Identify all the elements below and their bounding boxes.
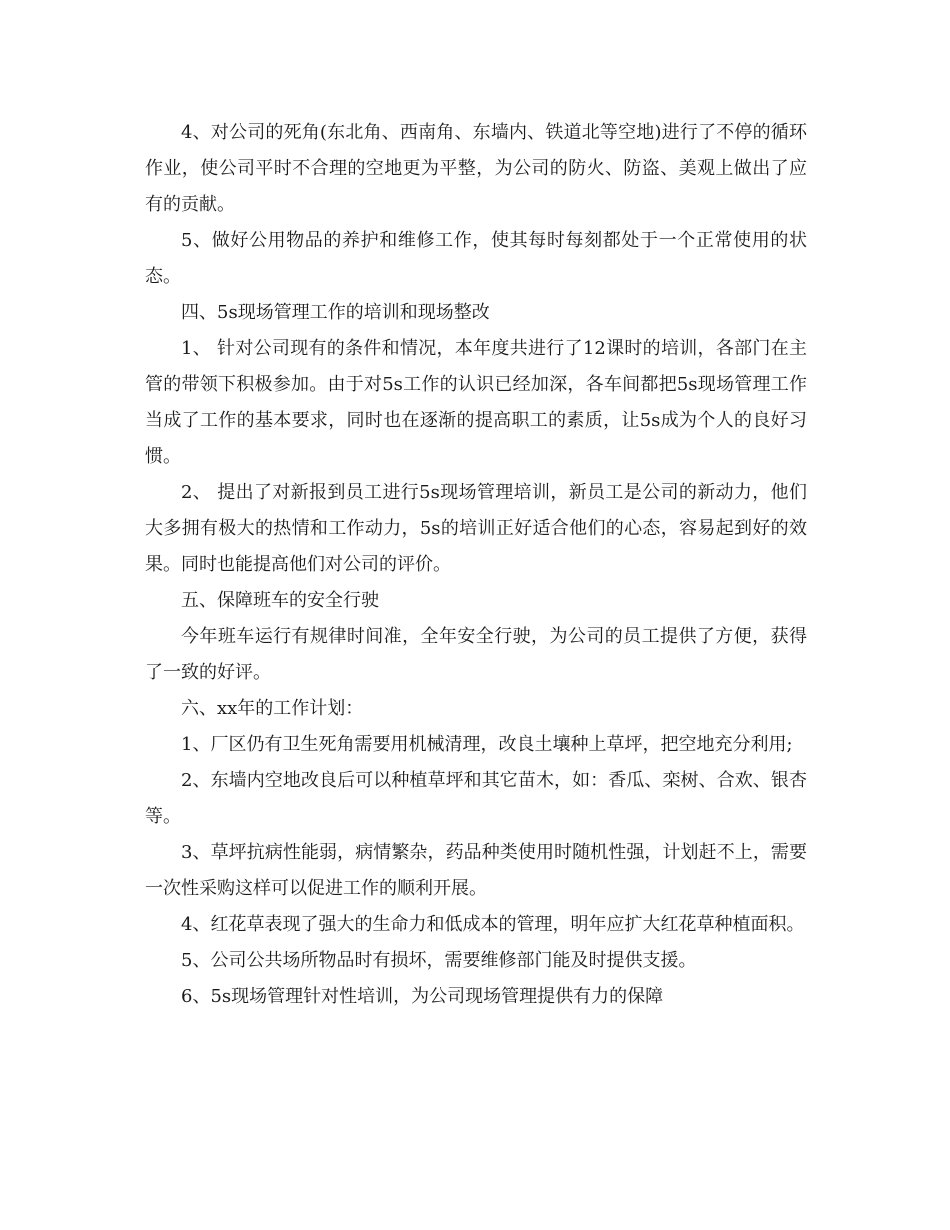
section-heading-4-training: 四、5s现场管理工作的培训和现场整改 bbox=[181, 302, 490, 323]
paragraph-training-2: 2、 提出了对新报到员工进行5s现场管理培训，新员工是公司的新动力，他们大多拥有极大的热情和工作动力，5s的培训正好适合他们的心态，容易起到好的效果。同时也能提高他们对公司的评价。 bbox=[145, 482, 807, 575]
plan-item-4: 4、红花草表现了强大的生命力和低成本的管理，明年应扩大红花草种植面积。 bbox=[181, 914, 805, 935]
plan-item-2: 2、东墙内空地改良后可以种植草坪和其它苗木，如：香瓜、栾树、合欢、银杏等。 bbox=[145, 770, 807, 827]
document-body bbox=[145, 115, 807, 1015]
section-heading-6-plan: 六、xx年的工作计划： bbox=[181, 698, 364, 719]
plan-item-3: 3、草坪抗病性能弱，病情繁杂，药品种类使用时随机性强，计划赶不上，需要一次性采购这样可以促进工作的顺利开展。 bbox=[145, 842, 807, 899]
paragraph-item-5-maintenance: 5、做好公用物品的养护和维修工作，使其每时每刻都处于一个正常使用的状态。 bbox=[145, 230, 807, 287]
paragraph-training-1: 1、 针对公司现有的条件和情况，本年度共进行了12课时的培训，各部门在主管的带领下积极参加。由于对5s工作的认识已经加深，各车间都把5s现场管理工作当成了工作的基本要求，同时也在逐渐的提高职工的素质，让5s成为个人的良好习惯。 bbox=[145, 338, 807, 467]
paragraph-item-4-deadzones: 4、对公司的死角(东北角、西南角、东墙内、铁道北等空地)进行了不停的循环作业，使公司平时不合理的空地更为平整，为公司的防火、防盗、美观上做出了应有的贡献。 bbox=[145, 122, 807, 215]
section-heading-5-shuttle: 五、保障班车的安全行驶 bbox=[181, 590, 379, 611]
plan-item-1: 1、厂区仍有卫生死角需要用机械清理，改良土壤种上草坪，把空地充分利用; bbox=[181, 734, 793, 755]
plan-item-6: 6、5s现场管理针对性培训，为公司现场管理提供有力的保障 bbox=[181, 986, 664, 1007]
paragraph-shuttle: 今年班车运行有规律时间准，全年安全行驶，为公司的员工提供了方便，获得了一致的好评。 bbox=[145, 626, 807, 683]
plan-item-5: 5、公司公共场所物品时有损坏，需要维修部门能及时提供支援。 bbox=[181, 950, 697, 971]
